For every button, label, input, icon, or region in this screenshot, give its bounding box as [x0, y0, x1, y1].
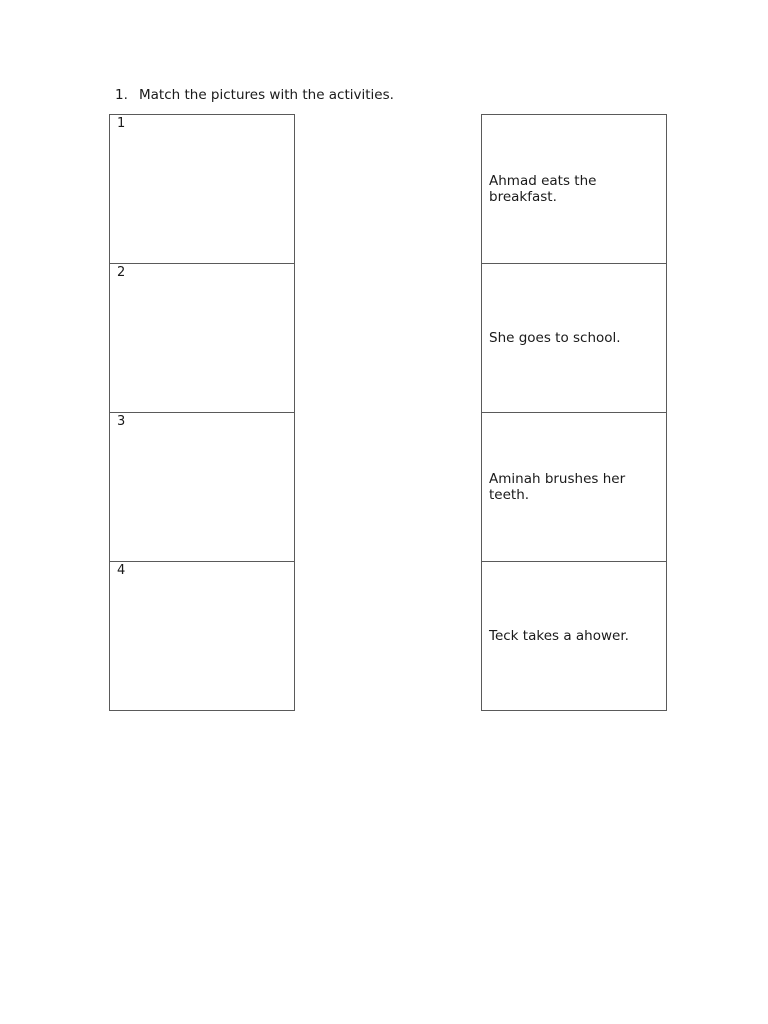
picture-number: 1: [117, 116, 126, 131]
activity-column: [481, 114, 667, 711]
question-number: 1.: [115, 87, 128, 103]
activity-box: [482, 264, 666, 413]
activity-text: She goes to school.: [489, 330, 621, 346]
picture-box: [110, 264, 294, 413]
picture-number: 4: [117, 563, 126, 578]
activity-text: Teck takes a ahower.: [489, 628, 629, 644]
question-heading: [115, 86, 394, 104]
activity-text: Aminah brushes her teeth.: [489, 471, 626, 503]
activity-box: [482, 413, 666, 562]
picture-number: 3: [117, 414, 126, 429]
question-text: Match the pictures with the activities.: [139, 87, 394, 103]
picture-column: [109, 114, 295, 711]
activity-box: [482, 562, 666, 711]
picture-number: 2: [117, 265, 126, 280]
picture-box: [110, 562, 294, 711]
activity-box: [482, 115, 666, 264]
activity-text: Ahmad eats the breakfast.: [489, 173, 597, 205]
picture-box: [110, 413, 294, 562]
picture-box: [110, 115, 294, 264]
